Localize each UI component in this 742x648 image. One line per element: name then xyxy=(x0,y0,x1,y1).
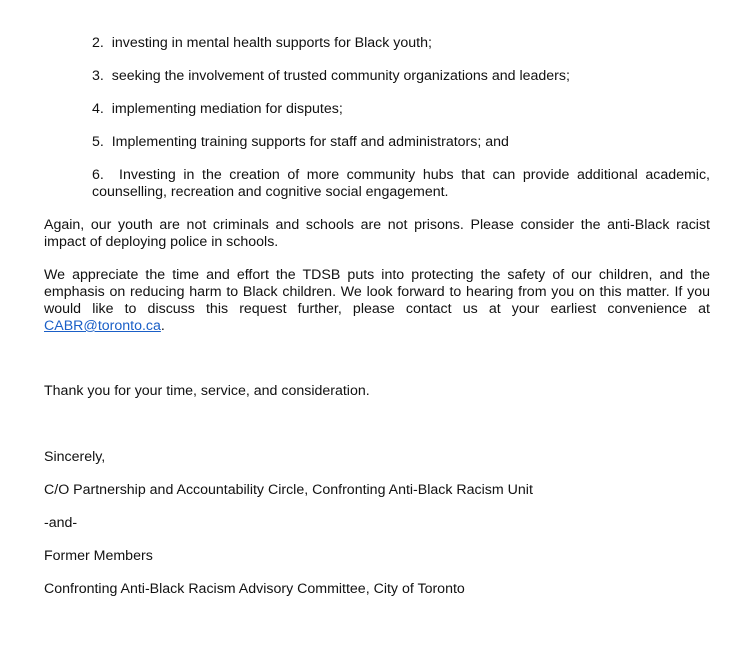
list-number: 2. xyxy=(92,35,104,51)
list-number: 6. xyxy=(92,167,104,183)
committee-line: Confronting Anti-Black Racism Advisory Committee, City of Toronto xyxy=(44,581,465,597)
list-number: 4. xyxy=(92,101,104,117)
email-link[interactable]: CABR@toronto.ca xyxy=(44,318,161,334)
former-members-line: Former Members xyxy=(44,548,153,564)
list-item xyxy=(92,134,710,151)
list-item xyxy=(92,167,710,201)
list-text: Investing in the creation of more community hubs that can provide additional academic, counselling, recreation and cognitive social engagement. xyxy=(92,167,710,200)
list-text: seeking the involvement of trusted community organizations and leaders; xyxy=(111,68,570,84)
signature-org: C/O Partnership and Accountability Circle, Confronting Anti-Black Racism Unit xyxy=(44,482,533,498)
paragraph-appreciate-end: . xyxy=(160,318,165,334)
list-item xyxy=(92,101,710,118)
list-item xyxy=(92,68,710,85)
sincerely-line: Sincerely, xyxy=(44,449,106,465)
and-line: -and- xyxy=(44,515,78,531)
list-text: implementing mediation for disputes; xyxy=(111,101,343,117)
paragraph-appreciate-text: We appreciate the time and effort the TDSB puts into protecting the safety of our children, and the emphasis on reducing harm to Black children. We look forward to hearing from you on this matter. If you would like to discuss this request further, please contact us at your earliest convenience at xyxy=(44,267,710,317)
list-number: 3. xyxy=(92,68,104,84)
thanks-line: Thank you for your time, service, and consideration. xyxy=(44,383,370,399)
list-item xyxy=(92,35,710,52)
list-text: Implementing training supports for staff and administrators; and xyxy=(111,134,509,150)
paragraph-again: Again, our youth are not criminals and schools are not prisons. Please consider the anti-Black racist impact of deploying police in schools. xyxy=(44,217,710,250)
list-text: investing in mental health supports for Black youth; xyxy=(111,35,432,51)
list-number: 5. xyxy=(92,134,104,150)
paragraph-appreciate xyxy=(44,267,710,335)
